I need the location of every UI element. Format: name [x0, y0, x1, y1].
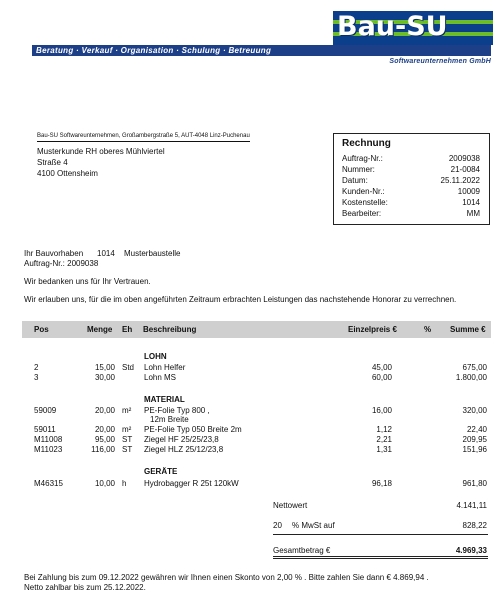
group-title: MATERIAL — [144, 395, 185, 404]
group-title: GERÄTE — [144, 467, 178, 476]
item-pos: 2 — [34, 363, 39, 372]
item-pos: M11008 — [34, 435, 63, 444]
item-desc: PE-Folie Typ 800 , — [144, 406, 210, 415]
info-value: 1014 — [462, 198, 480, 207]
col-beschreibung: Beschreibung — [143, 325, 197, 334]
info-value: 21-0084 — [450, 165, 480, 174]
group-title: LOHN — [144, 352, 167, 361]
item-summe: 675,00 — [462, 363, 487, 372]
invoice-title: Rechnung — [342, 138, 391, 149]
item-summe: 320,00 — [462, 406, 487, 415]
item-summe: 209,95 — [462, 435, 487, 444]
project-order: Auftrag-Nr.: 2009038 — [24, 259, 99, 268]
item-desc: Lohn Helfer — [144, 363, 186, 372]
item-menge: 20,00 — [94, 406, 115, 415]
sender-line: Bau-SU Softwareunternehmen, Großambergstraße 5, AUT-4048 Linz-Puchenau — [37, 132, 250, 142]
logo-wordmark: Bau-SU — [337, 11, 448, 42]
item-preis: 1,12 — [376, 425, 392, 434]
item-preis: 60,00 — [371, 373, 392, 382]
item-desc: PE-Folie Typ 050 Breite 2m — [144, 425, 242, 434]
col-einzelpreis: Einzelpreis € — [348, 325, 397, 334]
col-summe: Summe € — [450, 325, 486, 334]
col-percent: % — [424, 325, 432, 334]
item-menge: 95,00 — [94, 435, 115, 444]
intro-thanks: Wir bedanken uns für Ihr Vertrauen. — [24, 277, 151, 286]
item-desc: Hydrobagger R 25t 120kW — [144, 479, 239, 488]
item-summe: 151,96 — [462, 445, 487, 454]
info-label: Auftrag-Nr.: — [342, 154, 383, 163]
info-value: 10009 — [457, 187, 480, 196]
recipient-city: 4100 Ottensheim — [37, 169, 98, 178]
item-preis: 1,31 — [376, 445, 392, 454]
item-eh: h — [122, 479, 127, 488]
col-pos: Pos — [34, 325, 49, 334]
item-preis: 2,21 — [376, 435, 392, 444]
col-eh: Eh — [122, 325, 133, 334]
netto-value: 4.141,11 — [456, 501, 487, 510]
recipient-street: Straße 4 — [37, 158, 68, 167]
item-desc: Ziegel HF 25/25/23,8 — [144, 435, 219, 444]
info-value: MM — [466, 209, 480, 218]
info-value: 25.11.2022 — [440, 176, 480, 185]
item-desc: Ziegel HLZ 25/12/23,8 — [144, 445, 224, 454]
item-menge: 30,00 — [94, 373, 115, 382]
item-summe: 961,80 — [462, 479, 487, 488]
info-label: Kunden-Nr.: — [342, 187, 385, 196]
gross-value: 4.969,33 — [455, 546, 487, 555]
project-name: Musterbaustelle — [124, 249, 181, 258]
item-pos: 59009 — [34, 406, 57, 415]
item-menge: 20,00 — [94, 425, 115, 434]
company-logo — [333, 11, 493, 45]
vat-rate: 20 — [273, 521, 282, 530]
table-header — [22, 321, 491, 338]
item-summe: 1.800,00 — [455, 373, 487, 382]
item-pos: 3 — [34, 373, 39, 382]
item-eh: ST — [122, 445, 133, 454]
payment-terms: Bei Zahlung bis zum 09.12.2022 gewähren wir Ihnen einen Skonto von 2,00 % . Bitte zahlen Sie dann € 4.869,94 . — [24, 573, 429, 582]
recipient-name: Musterkunde RH oberes Mühlviertel — [37, 147, 165, 156]
item-preis: 45,00 — [371, 363, 392, 372]
info-label: Datum: — [342, 176, 368, 185]
item-desc-cont: 12m Breite — [150, 415, 189, 424]
totals-divider — [273, 534, 488, 535]
gross-underline-double — [273, 558, 488, 559]
intro-text: Wir erlauben uns, für die im oben angeführten Zeitraum erbrachten Leistungen das nachstehende Honorar zu verrechnen. — [24, 295, 457, 304]
item-pos: M11023 — [34, 445, 63, 454]
vat-label: % MwSt auf — [292, 521, 335, 530]
vat-value: 828,22 — [462, 521, 487, 530]
tagline: Beratung · Verkauf · Organisation · Schulung · Betreuung — [36, 46, 272, 55]
item-preis: 16,00 — [371, 406, 392, 415]
item-eh: ST — [122, 435, 133, 444]
item-pos: 59011 — [34, 425, 56, 434]
project-label: Ihr Bauvorhaben — [24, 249, 84, 258]
info-label: Kostenstelle: — [342, 198, 388, 207]
payment-due: Netto zahlbar bis zum 25.12.2022. — [24, 583, 146, 592]
item-eh: Std — [122, 363, 135, 372]
item-menge: 116,00 — [91, 445, 115, 454]
invoice-info-box — [333, 133, 490, 225]
gross-label: Gesamtbetrag € — [273, 546, 331, 555]
info-label: Bearbeiter: — [342, 209, 382, 218]
netto-label: Nettowert — [273, 501, 308, 510]
item-menge: 15,00 — [94, 363, 115, 372]
item-eh: m² — [122, 425, 132, 434]
item-preis: 96,18 — [371, 479, 392, 488]
project-number: 1014 — [97, 249, 115, 258]
item-pos: M46315 — [34, 479, 63, 488]
item-desc: Lohn MS — [144, 373, 177, 382]
gross-underline — [273, 556, 488, 557]
info-value: 2009038 — [448, 154, 480, 163]
col-menge: Menge — [87, 325, 113, 334]
info-label: Nummer: — [342, 165, 375, 174]
company-subtitle: Softwareunternehmen GmbH — [389, 58, 491, 65]
header-bar — [32, 45, 491, 56]
item-eh: m² — [122, 406, 132, 415]
item-summe: 22,40 — [466, 425, 487, 434]
item-menge: 10,00 — [94, 479, 115, 488]
